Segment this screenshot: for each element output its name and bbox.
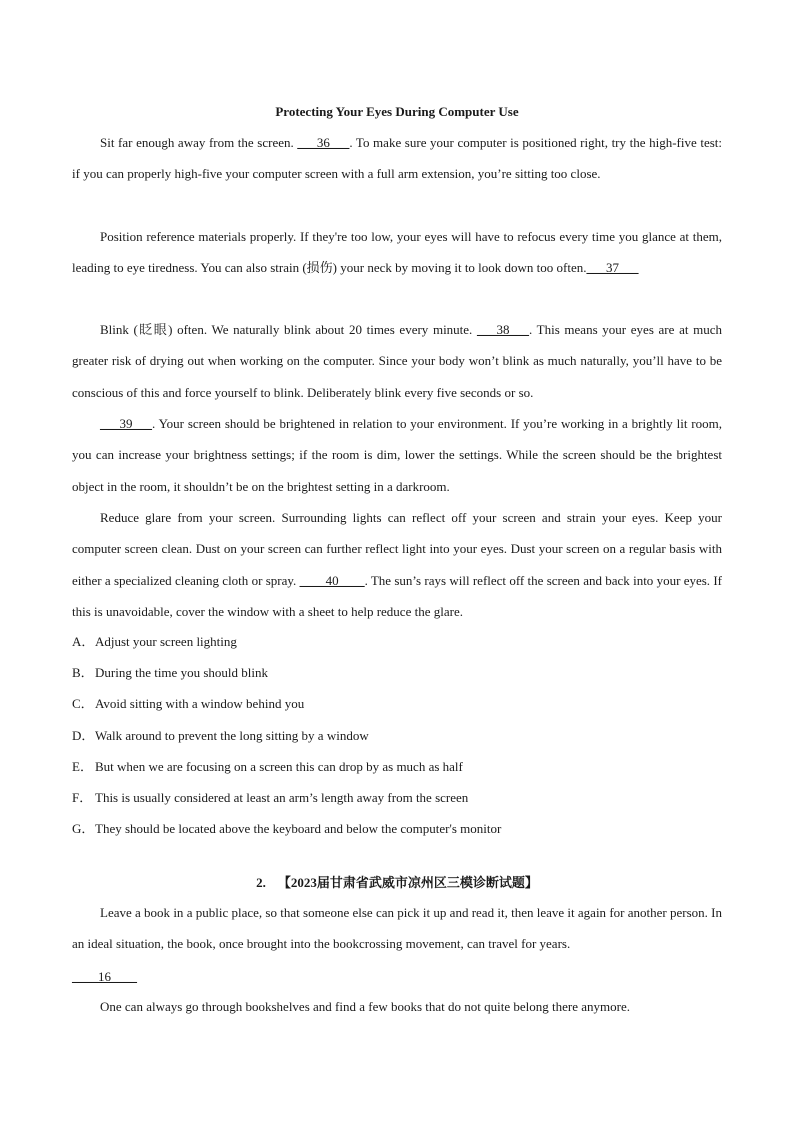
paragraph-text: . The sun’s rays will reflect off the screen and back into your eyes. If this is unavoidable, cover the window with a sheet to help reduce the glare. — [72, 572, 723, 619]
option-text: Avoid sitting with a window behind you — [95, 696, 305, 711]
paragraph-5 — [72, 502, 722, 627]
paragraph-text: Blink (眨眼) often. We naturally blink about 20 times every minute. — [100, 322, 477, 337]
section-number: 2. — [256, 875, 266, 890]
option-text: This is usually considered at least an arm’s length away from the screen — [95, 790, 469, 805]
option-letter: D． — [72, 728, 95, 743]
passage-title: Protecting Your Eyes During Computer Use — [275, 104, 519, 119]
option-letter: F． — [72, 790, 93, 805]
option-f — [72, 788, 468, 808]
option-letter: A． — [72, 634, 95, 649]
option-letter: C． — [72, 696, 94, 711]
blank-36: ___36___ — [297, 135, 350, 150]
blank-38: ___38___ — [476, 322, 529, 337]
option-d — [72, 726, 369, 746]
option-letter: B． — [72, 665, 94, 680]
blank-40: ____40____ — [299, 572, 365, 588]
option-g — [72, 819, 501, 839]
section-source: 【2023届甘肃省武威市凉州区三模诊断试题】 — [277, 875, 538, 890]
blank-39: ___39___ — [100, 416, 152, 431]
paragraph-text: Position reference materials properly. If they're too low, your eyes will have to refocus every time you glance at them, leading to eye tiredness. You can also strain (损伤) your neck by moving it to look down too often. — [72, 229, 722, 276]
paragraph-text: . To make sure your computer is positioned right, try the high-five test: if you can properly high-five your computer screen with a full arm extension, you’re sitting too close. — [72, 135, 722, 182]
section-2-paragraph-1 — [72, 897, 722, 960]
option-text: But when we are focusing on a screen this can drop by as much as half — [95, 759, 463, 774]
paragraph-2 — [72, 221, 722, 284]
option-b — [72, 663, 268, 683]
paragraph-text: Leave a book in a public place, so that someone else can pick it up and read it, then leave it again for another person. In an ideal situation, the book, once brought into the bookcrossing movement, can travel for years. — [72, 905, 722, 952]
paragraph-1 — [72, 127, 722, 190]
option-letter: G． — [72, 821, 95, 836]
option-text: Adjust your screen lighting — [95, 634, 237, 649]
blank-16: ____16____ — [72, 969, 137, 984]
paragraph-3 — [72, 314, 722, 408]
paragraph-text: . Your screen should be brightened in relation to your environment. If you’re working in a brightly lit room, you can increase your brightness settings; if the room is dim, lower the settings. While the screen should be the brightest object in the room, it shouldn’t be on the brightest setting in a darkroom. — [72, 416, 722, 494]
paragraph-text: . This means your eyes are at much greater risk of drying out when working on the computer. Since your body won’t blink as much naturally, you’ll have to be conscious of this and force yourself to blink. Deliberately blink every five seconds or so. — [72, 322, 722, 400]
option-text: They should be located above the keyboard and below the computer's monitor — [95, 821, 502, 836]
paragraph-text: One can always go through bookshelves and find a few books that do not quite belong there anymore. — [100, 999, 630, 1014]
option-a — [72, 632, 237, 652]
section-2-heading — [0, 872, 794, 891]
section-2-blank-line — [72, 961, 722, 992]
paragraph-text: Sit far enough away from the screen. — [100, 135, 298, 150]
option-c — [72, 694, 304, 714]
blank-37: ___37___ — [586, 260, 639, 276]
paragraph-text: Reduce glare from your screen. Surrounding lights can reflect off your screen and strain your eyes. Keep your computer screen clean. Dust on your screen can further reflect light into your eyes. Dust your screen on a regular basis with either a specialized cleaning cloth or spray. — [72, 510, 722, 588]
option-letter: E． — [72, 759, 93, 774]
paragraph-4 — [72, 408, 722, 502]
option-text: During the time you should blink — [95, 665, 268, 680]
option-text: Walk around to prevent the long sitting by a window — [95, 728, 369, 743]
option-e — [72, 757, 463, 777]
section-2-paragraph-2 — [72, 991, 722, 1022]
